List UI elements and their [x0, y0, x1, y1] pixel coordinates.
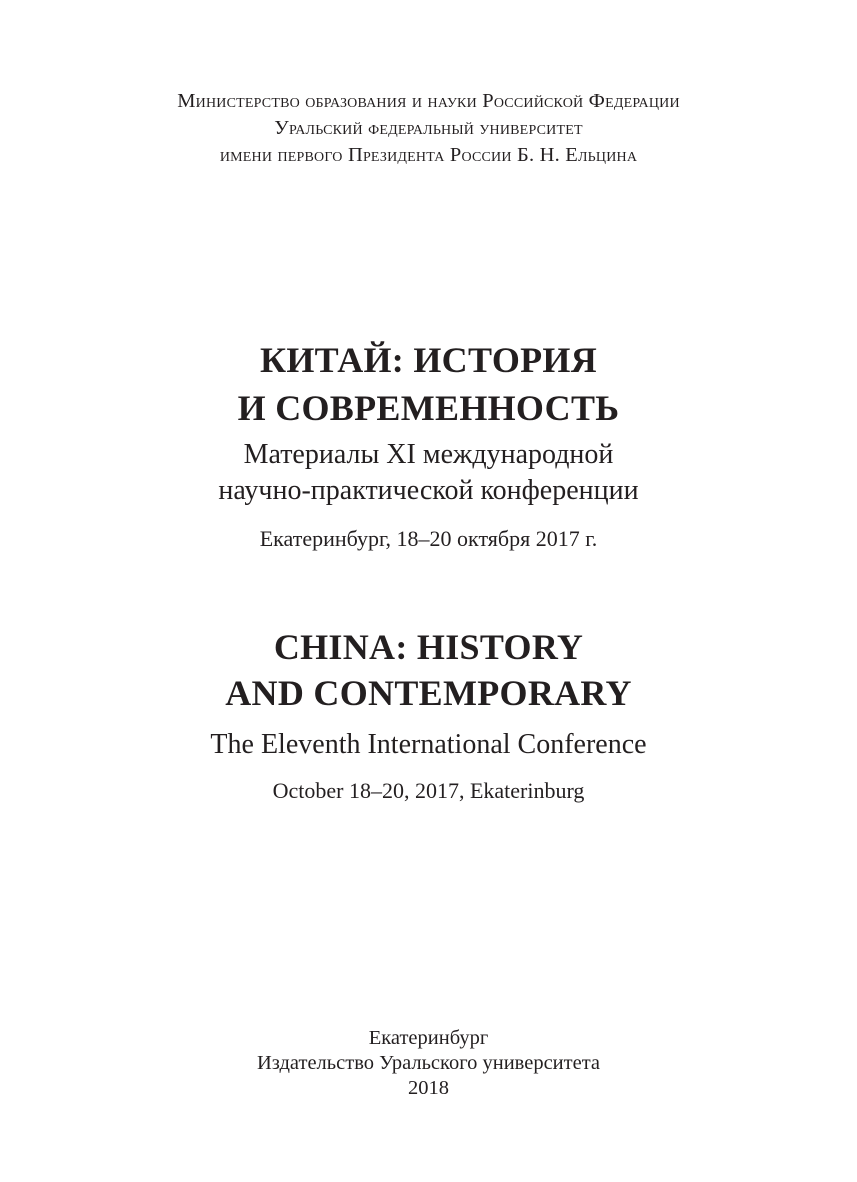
english-title-line-1: CHINA: HISTORY: [273, 627, 584, 667]
imprint-publisher: Издательство Уральского университета: [256, 1052, 601, 1074]
russian-title: [0, 336, 857, 432]
imprint-city: Екатеринбург: [368, 1027, 489, 1049]
russian-place-date-text: Екатеринбург, 18–20 октября 2017 г.: [259, 526, 598, 551]
russian-subtitle: [0, 437, 857, 509]
english-date-place-text: October 18–20, 2017, Ekaterinburg: [272, 778, 585, 803]
ministry-line: Министерство образования и науки Российской Федерации: [177, 90, 680, 112]
institution-header: [0, 88, 857, 169]
russian-place-date: [0, 524, 857, 554]
english-title: [0, 624, 857, 716]
russian-subtitle-line-2: научно-практической конференции: [218, 475, 639, 506]
imprint-year: 2018: [408, 1077, 449, 1099]
english-date-place: [0, 776, 857, 806]
university-line: Уральский федеральный университет: [274, 117, 583, 139]
russian-title-line-2: И СОВРЕМЕННОСТЬ: [237, 388, 620, 428]
english-title-line-2: AND CONTEMPORARY: [225, 673, 632, 713]
university-namesake-line: имени первого Президента России Б. Н. Ельцина: [219, 144, 638, 166]
english-subtitle-text: The Eleventh International Conference: [210, 729, 647, 760]
russian-subtitle-line-1: Материалы XI международной: [243, 439, 614, 470]
imprint: [0, 1026, 857, 1101]
english-subtitle: [0, 727, 857, 763]
russian-title-line-1: КИТАЙ: ИСТОРИЯ: [259, 340, 598, 380]
